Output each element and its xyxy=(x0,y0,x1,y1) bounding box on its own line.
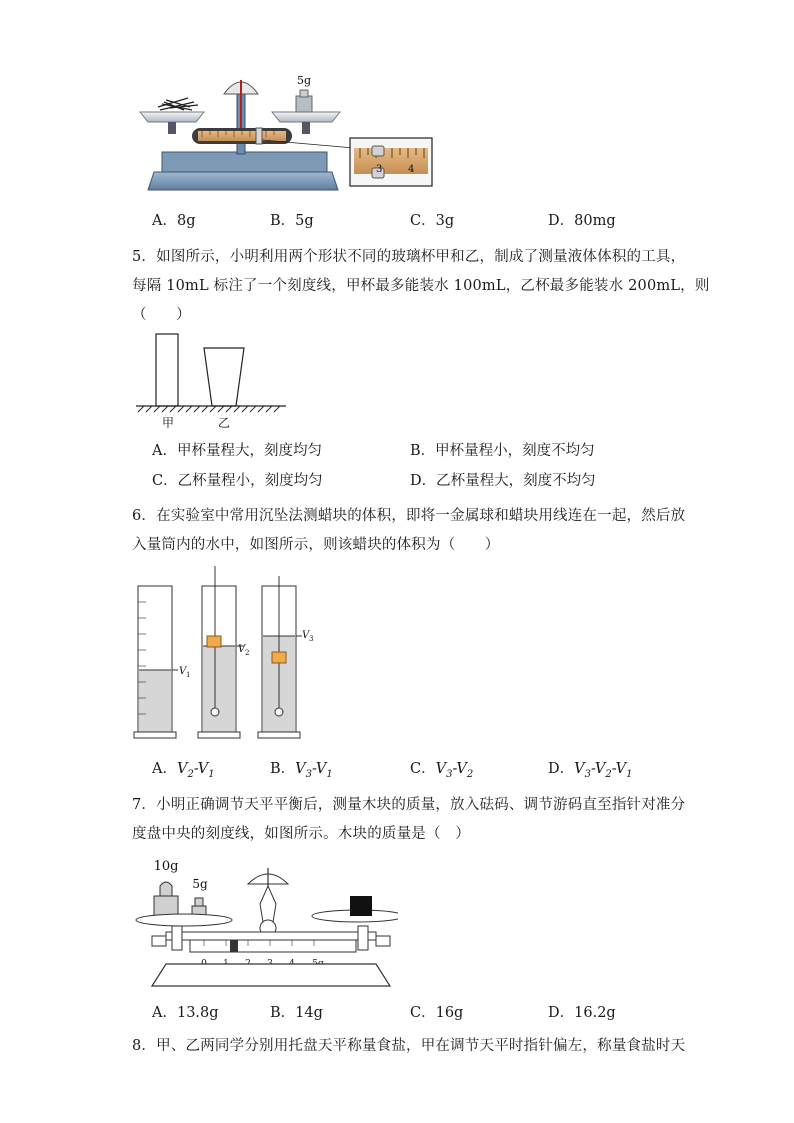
q5-option-c[interactable]: C．乙杯量程小，刻度均匀 xyxy=(152,473,323,489)
q5-option-d[interactable]: D．乙杯量程大，刻度不均匀 xyxy=(410,473,596,489)
q4-option-c[interactable]: C．3g xyxy=(410,213,455,229)
svg-text:3: 3 xyxy=(309,635,314,643)
cylinders-figure-q6 xyxy=(132,566,332,742)
q5-option-a[interactable]: A．甲杯量程大，刻度均匀 xyxy=(152,443,322,459)
weight-10g-label: 10g xyxy=(153,859,179,874)
cup-yi-icon xyxy=(204,348,244,406)
q6-option-c[interactable]: C．$V_3-V_2$ xyxy=(410,761,474,780)
q7-stem-line-2: 度盘中央的刻度线，如图所示。木块的质量是（ ） xyxy=(132,826,471,842)
q4-option-b[interactable]: B．5g xyxy=(270,213,314,229)
cup-jia-icon xyxy=(156,334,178,406)
weight-5g-label: 5g xyxy=(192,877,208,891)
q7-option-a[interactable]: A．13.8g xyxy=(152,1005,219,1021)
q5-stem-line-2: 每隔 10mL 标注了一个刻度线，甲杯最多能装水 100mL，乙杯最多能装水 200mL，则 xyxy=(132,278,710,294)
q5-stem-line-3: （ ） xyxy=(132,307,191,323)
q6-option-d[interactable]: D．$V_3-V_2-V_1$ xyxy=(548,761,633,780)
balance-figure-q4 xyxy=(132,72,442,194)
fig-weight-label: 5g xyxy=(296,74,312,87)
q7-option-c[interactable]: C．16g xyxy=(410,1005,464,1021)
cylinder-3-icon xyxy=(258,576,313,738)
balance-figure-q7 xyxy=(132,856,398,990)
cylinder-2-icon xyxy=(198,566,249,738)
q8-stem-line-1: 8．甲、乙两同学分别用托盘天平称量食盐，甲在调节天平时指针偏左，称量食盐时天 xyxy=(132,1038,686,1054)
svg-text:V: V xyxy=(238,644,246,655)
q5-stem-line-1: 5．如图所示，小明利用两个形状不同的玻璃杯甲和乙，制成了测量液体体积的工具， xyxy=(132,249,686,265)
q6-option-b[interactable]: B．$V_3-V_1$ xyxy=(270,761,333,780)
q7-option-b[interactable]: B．14g xyxy=(270,1005,323,1021)
cup-label-jia: 甲 xyxy=(161,416,175,430)
svg-text:2: 2 xyxy=(245,649,250,657)
cups-figure-q5 xyxy=(132,332,292,430)
q6-stem-line-1: 6．在实验室中常用沉坠法测蜡块的体积，即将一金属球和蜡块用线连在一起，然后放 xyxy=(132,508,686,524)
svg-text:1: 1 xyxy=(186,671,191,679)
nails-icon xyxy=(158,98,198,110)
q5-option-b[interactable]: B．甲杯量程小，刻度不均匀 xyxy=(410,443,595,459)
cup-label-yi: 乙 xyxy=(217,416,231,430)
svg-text:V: V xyxy=(302,630,310,641)
q6-option-a[interactable]: A．$V_2-V_1$ xyxy=(152,761,215,780)
cylinder-1-icon xyxy=(134,586,190,738)
q4-option-a[interactable]: A．8g xyxy=(152,213,196,229)
q4-option-d[interactable]: D．80mg xyxy=(548,213,616,229)
q7-option-d[interactable]: D．16.2g xyxy=(548,1005,616,1021)
q6-stem-line-2: 入量筒内的水中，如图所示，则该蜡块的体积为（ ） xyxy=(132,537,500,553)
zoom-scale-number-4: 4 xyxy=(408,164,415,175)
label-v1: V xyxy=(179,666,187,677)
wood-block-icon xyxy=(350,896,372,916)
zoom-scale-number-3: 3 xyxy=(376,164,383,175)
q7-stem-line-1: 7．小明正确调节天平平衡后，测量木块的质量，放入砝码、调节游码直至指针对准分 xyxy=(132,797,686,813)
